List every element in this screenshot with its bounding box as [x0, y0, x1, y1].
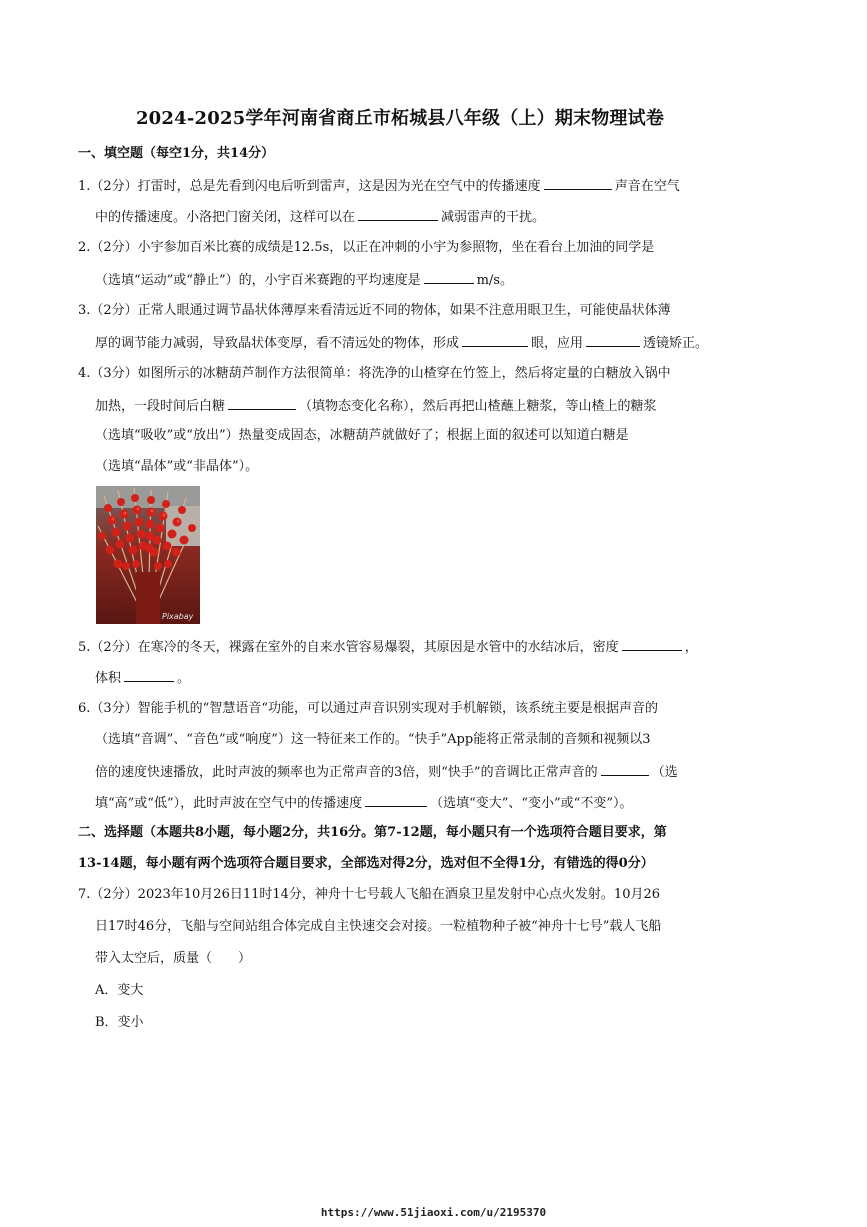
q6-blank-2[interactable]	[601, 763, 649, 776]
section-1-heading: 一、填空题（每空1分，共14分）	[78, 146, 275, 161]
q5-blank-2[interactable]	[124, 669, 174, 682]
candied-hawthorn-photo	[96, 486, 200, 624]
q1-blank-1[interactable]	[544, 177, 612, 190]
q7-line-3: 带入太空后，质量（ ）	[95, 951, 252, 966]
q6-line-1: 6.（3分）智能手机的“智慧语音“功能，可以通过声音识别实现对手机解锁，该系统主要是根据声音的	[78, 701, 658, 716]
q1-line-2: 中的传播速度。小洛把门窗关闭，这样可以在 减弱雷声的干扰。	[95, 210, 546, 225]
q2-line-2: （选填“运动”或“静止”）的，小宇百米赛跑的平均速度是 m/s。	[95, 273, 513, 288]
footer-url[interactable]: https://www.51jiaoxi.com/u/2195370	[320, 1206, 547, 1219]
q6-blank-3[interactable]	[365, 794, 427, 807]
q7-line-1: 7.（2分）2023年10月26日11时14分，神舟十七号载人飞船在酒泉卫星发射中心点火发射。10月26	[78, 887, 661, 902]
q3-line-1: 3.（2分）正常人眼通过调节晶状体薄厚来看清远近不同的物体，如果不注意用眼卫生，可能使晶状体薄	[78, 303, 671, 318]
q6-line-4: 填“高”或“低”），此时声波在空气中的传播速度 （选填“变大”、“变小”或“不变”）。	[95, 796, 633, 811]
section-2-heading-line-1: 二、选择题（本题共8小题，每小题2分，共16分。第7-12题，每小题只有一个选项符合题目要求，第	[78, 825, 667, 840]
q7-line-2: 日17时46分，飞船与空间站组合体完成自主快速交会对接。一粒植物种子被“神舟十七号”载人飞船	[95, 919, 662, 934]
image-watermark: Pixabay	[162, 612, 194, 621]
page-title: 2024-2025学年河南省商丘市柘城县八年级（上）期末物理试卷	[135, 108, 665, 129]
q4-line-1: 4.（3分）如图所示的冰糖葫芦制作方法很简单：将洗净的山楂穿在竹签上，然后将定量的白糖放入锅中	[78, 366, 671, 381]
q5-line-2: 体积 。	[95, 671, 191, 686]
q6-line-3: 倍的速度快速播放，此时声波的频率也为正常声音的3倍，则“快手”的音调比正常声音的 （选	[95, 765, 678, 780]
q4-line-2: 加热，一段时间后白糖 （填物态变化名称），然后再把山楂蘸上糖浆，等山楂上的糖浆	[95, 399, 657, 414]
q3-blank-2[interactable]	[586, 334, 640, 347]
q1-blank-2[interactable]	[358, 208, 438, 221]
q4-blank-1[interactable]	[228, 397, 296, 410]
q4-line-4: （选填“晶体”或“非晶体”）。	[95, 459, 259, 474]
q3-line-2: 厚的调节能力减弱，导致晶状体变厚，看不清远处的物体，形成 眼，应用 透镜矫正。	[95, 336, 709, 351]
candied-hawthorn-image	[96, 486, 200, 624]
q1-line-1: 1.（2分）打雷时，总是先看到闪电后听到雷声，这是因为光在空气中的传播速度 声音在空气	[78, 179, 680, 194]
section-2-heading-line-2: 13-14题，每小题有两个选项符合题目要求，全部选对得2分，选对但不全得1分，有错选的得0分）	[78, 856, 654, 871]
q5-blank-1[interactable]	[622, 638, 682, 651]
q2-blank-2[interactable]	[424, 271, 474, 284]
q3-blank-1[interactable]	[462, 334, 528, 347]
q2-line-1: 2.（2分）小宇参加百米比赛的成绩是12.5s，以正在冲刺的小宇为参照物，坐在看台上加油的同学是	[78, 240, 655, 255]
q4-line-3: （选填“吸收”或“放出”）热量变成固态，冰糖葫芦就做好了；根据上面的叙述可以知道白糖是	[95, 428, 629, 443]
q7-option-a[interactable]: A．变大	[95, 983, 144, 998]
q5-line-1: 5.（2分）在寒冷的冬天，裸露在室外的自来水管容易爆裂，其原因是水管中的水结冰后，密度 ，	[78, 640, 698, 655]
q6-line-2: （选填“音调”、“音色”或“响度”）这一特征来工作的。“快手”App能将正常录制的音频和视频以3	[95, 732, 651, 747]
q7-option-b[interactable]: B．变小	[95, 1015, 144, 1030]
